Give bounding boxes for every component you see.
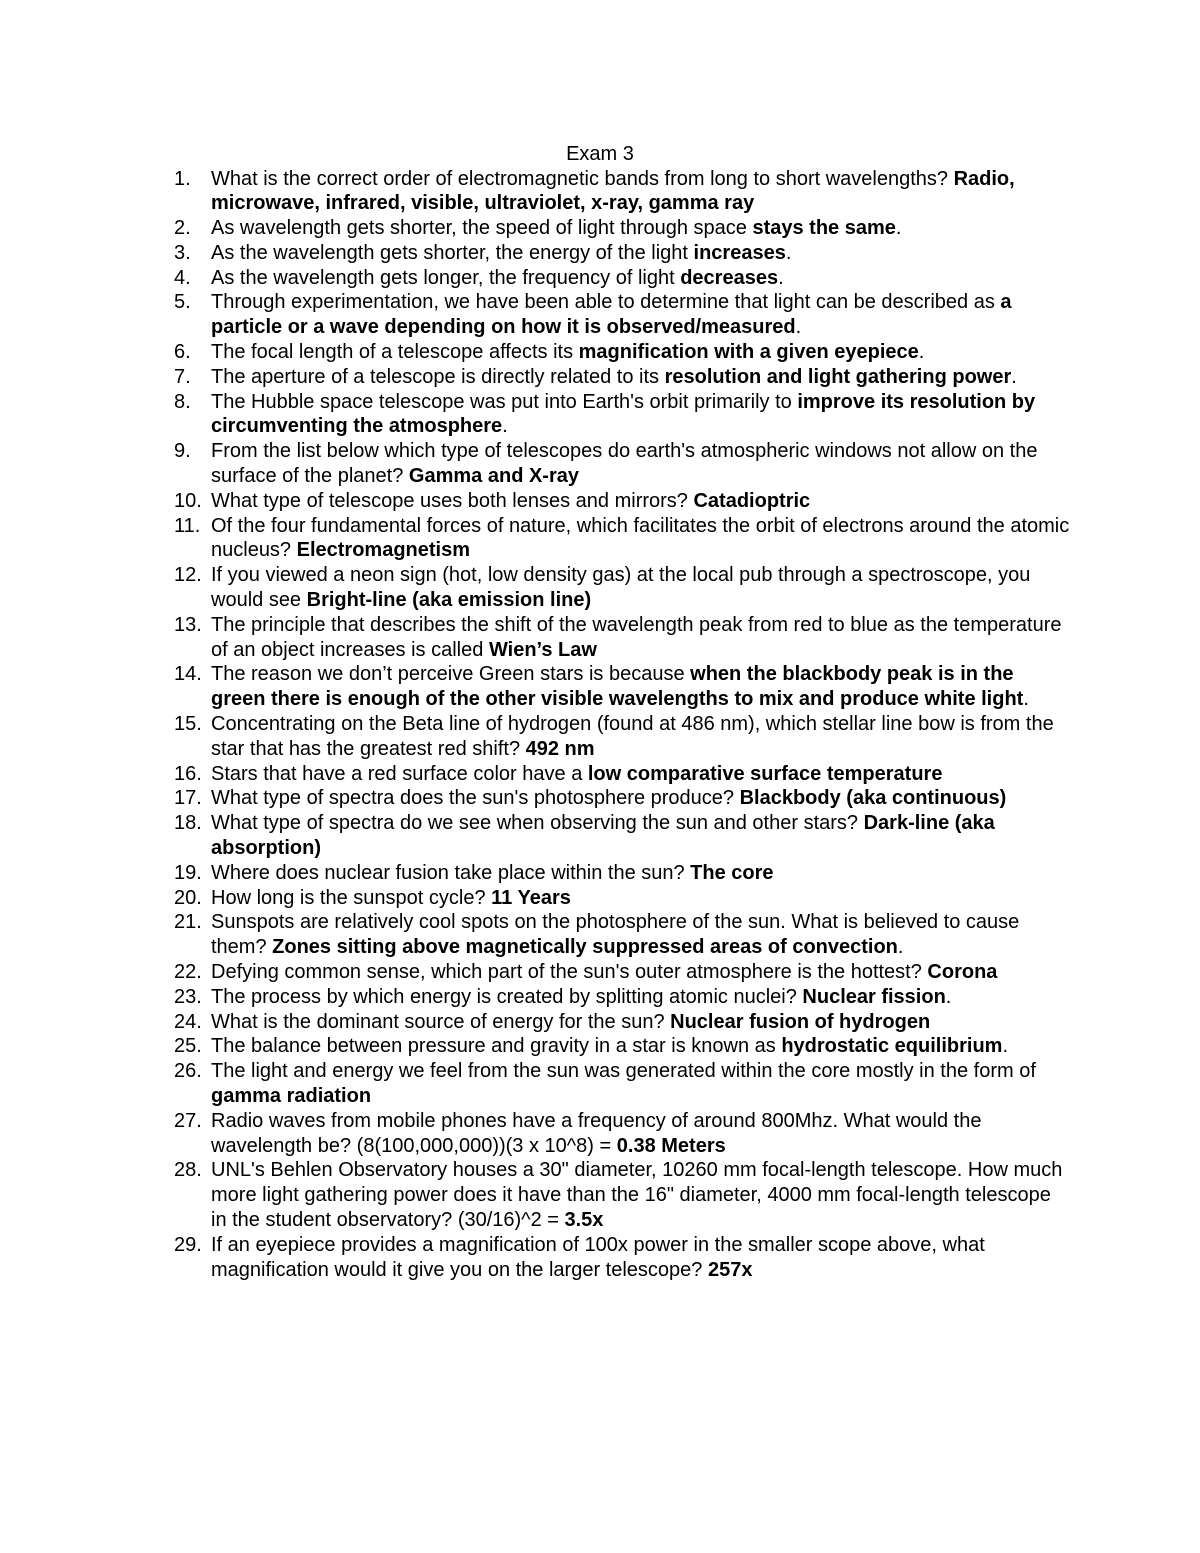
question-item xyxy=(0,786,1071,811)
question-item xyxy=(0,563,1071,613)
question-text: Radio waves from mobile phones have a frequency of around 800Mhz. What would the wavelength be? (8(100,000,000))(3 x 10^8) = xyxy=(211,1109,982,1157)
question-text: As wavelength gets shorter, the speed of light through space xyxy=(211,217,753,240)
answer-text: stays the same xyxy=(752,217,896,240)
question-item xyxy=(0,290,1071,340)
answer-suffix: . xyxy=(945,985,952,1008)
question-item xyxy=(0,167,1071,217)
answer-text: Catadioptric xyxy=(693,489,811,512)
question-item xyxy=(0,514,1071,564)
question-number: 9. xyxy=(174,440,191,463)
question-item xyxy=(0,1109,1071,1159)
question-text: If you viewed a neon sign (hot, low density gas) at the local pub through a spectroscope, you would see xyxy=(211,564,1031,612)
question-number: 15. xyxy=(174,713,202,736)
page-title: Exam 3 xyxy=(566,143,634,165)
question-text: What type of spectra does the sun's photosphere produce? xyxy=(211,787,740,810)
question-number: 25. xyxy=(174,1035,202,1058)
question-item xyxy=(0,489,1071,514)
answer-suffix: . xyxy=(795,316,802,339)
question-text: Sunspots are relatively cool spots on the photosphere of the sun. What is believed to cause them? xyxy=(211,911,1020,959)
answer-text: 11 Years xyxy=(491,886,571,909)
question-number: 12. xyxy=(174,564,202,587)
question-number: 22. xyxy=(174,961,202,983)
question-text: What type of telescope uses both lenses and mirrors? xyxy=(211,489,694,512)
question-text: The light and energy we feel from the sun was generated within the core mostly in the form of xyxy=(211,1060,1036,1083)
answer-text: gamma radiation xyxy=(211,1084,372,1107)
question-text: The reason we don’t perceive Green stars is because xyxy=(211,663,691,686)
question-text: The focal length of a telescope affects its xyxy=(211,341,579,364)
question-item xyxy=(0,1010,1071,1035)
question-number: 14. xyxy=(174,663,202,686)
answer-text: The core xyxy=(690,861,774,884)
question-number: 6. xyxy=(174,341,191,364)
question-item xyxy=(0,340,1071,365)
question-item xyxy=(0,985,1071,1010)
answer-text: when the blackbody peak is in the green there is enough of the other visible wavelengths to mix and produce white light xyxy=(211,663,1024,711)
answer-suffix: . xyxy=(1002,1035,1009,1058)
question-number: 19. xyxy=(174,861,202,884)
question-text: Defying common sense, which part of the sun's outer atmosphere is the hottest? xyxy=(211,961,928,983)
question-item xyxy=(0,662,1071,712)
answer-text: Nuclear fission xyxy=(802,985,946,1008)
question-number: 16. xyxy=(174,762,202,785)
question-text: Through experimentation, we have been able to determine that light can be described as xyxy=(211,291,1001,314)
question-item xyxy=(0,439,1071,489)
answer-text: Radio, microwave, infrared, visible, ultraviolet, x-ray, gamma ray xyxy=(211,167,1015,215)
question-number: 21. xyxy=(174,911,202,934)
question-number: 5. xyxy=(174,291,191,314)
question-text: Of the four fundamental forces of nature, which facilitates the orbit of electrons around the atomic nucleus? xyxy=(211,514,1070,562)
answer-suffix: . xyxy=(778,266,784,289)
answer-text: low comparative surface temperature xyxy=(587,762,943,785)
question-item xyxy=(0,712,1071,762)
question-text: Concentrating on the Beta line of hydrogen (found at 486 nm), which stellar line bow is from the star that has the greatest red shift? xyxy=(211,713,1054,760)
question-text: The Hubble space telescope was put into Earth's orbit primarily to xyxy=(211,390,798,413)
answer-text: magnification with a given eyepiece xyxy=(578,341,919,364)
answer-text: Corona xyxy=(927,961,998,983)
question-text: UNL's Behlen Observatory houses a 30" diameter, 10260 mm focal-length telescope. How much more light gathering power does it have than the 16" diameter, 4000 mm focal-length telescope in the student observatory? (30/16)^2 = xyxy=(211,1159,1063,1231)
question-item xyxy=(0,216,1071,241)
question-number: 28. xyxy=(174,1159,202,1182)
question-item xyxy=(0,910,1071,960)
question-number: 1. xyxy=(174,167,191,190)
answer-text: resolution and light gathering power xyxy=(664,365,1012,388)
answer-suffix: . xyxy=(1011,365,1017,388)
answer-text: Blackbody (aka continuous) xyxy=(739,787,1007,810)
question-text: What is the dominant source of energy for the sun? xyxy=(211,1010,671,1033)
question-number: 27. xyxy=(174,1109,202,1132)
question-number: 11. xyxy=(174,514,201,537)
answer-suffix: . xyxy=(897,936,904,959)
question-number: 20. xyxy=(174,886,202,909)
question-number: 29. xyxy=(174,1233,202,1256)
answer-text: 0.38 Meters xyxy=(616,1134,726,1157)
answer-suffix: . xyxy=(918,341,925,364)
question-text: Stars that have a red surface color have a xyxy=(211,762,588,785)
question-text: The principle that describes the shift of the wavelength peak from red to blue as the temperature of an object increases is called xyxy=(211,613,1062,661)
question-number: 2. xyxy=(174,217,191,240)
answer-text: Zones sitting above magnetically suppressed areas of convection xyxy=(272,936,898,959)
question-item xyxy=(0,1233,1071,1283)
question-text: How long is the sunspot cycle? xyxy=(211,886,492,909)
question-item xyxy=(0,861,1071,886)
question-number: 26. xyxy=(174,1060,202,1083)
question-number: 7. xyxy=(174,365,191,388)
question-item xyxy=(0,762,1071,787)
question-number: 13. xyxy=(174,613,202,636)
question-list xyxy=(0,167,1200,1283)
question-item xyxy=(0,1158,1071,1232)
question-item xyxy=(0,1059,1071,1109)
question-number: 23. xyxy=(174,985,202,1008)
question-text: The aperture of a telescope is directly related to its xyxy=(211,365,665,388)
answer-suffix: . xyxy=(895,217,902,240)
question-item xyxy=(0,365,1071,390)
question-item xyxy=(0,390,1071,440)
question-number: 18. xyxy=(174,812,202,835)
question-text: If an eyepiece provides a magnification of 100x power in the smaller scope above, what magnification would it give you on the larger telescope? xyxy=(211,1233,985,1281)
question-number: 3. xyxy=(174,241,191,264)
answer-text: Electromagnetism xyxy=(296,539,471,562)
answer-text: Dark-line (aka absorption) xyxy=(211,812,995,860)
question-item xyxy=(0,613,1071,663)
question-number: 17. xyxy=(174,787,202,810)
answer-text: Nuclear fusion of hydrogen xyxy=(670,1010,931,1033)
answer-text: hydrostatic equilibrium xyxy=(781,1035,1003,1058)
question-text: The process by which energy is created by splitting atomic nuclei? xyxy=(211,985,803,1008)
question-number: 4. xyxy=(174,266,191,289)
answer-text: improve its resolution by circumventing the atmosphere xyxy=(211,390,1036,438)
answer-text: Bright-line (aka emission line) xyxy=(306,589,592,612)
question-item xyxy=(0,811,1071,861)
question-text: The balance between pressure and gravity in a star is known as xyxy=(211,1035,782,1058)
answer-text: 257x xyxy=(707,1258,753,1281)
answer-text: 3.5x xyxy=(564,1208,604,1231)
answer-text: 492 nm xyxy=(525,737,595,760)
question-item xyxy=(0,886,1071,911)
answer-suffix: . xyxy=(785,241,792,264)
question-number: 24. xyxy=(174,1010,202,1033)
question-text: What type of spectra do we see when observing the sun and other stars? xyxy=(211,812,864,835)
answer-text: a particle or a wave depending on how it is observed/measured xyxy=(211,291,1012,339)
answer-text: increases xyxy=(693,241,786,264)
question-number: 10. xyxy=(174,489,202,512)
question-item xyxy=(0,266,1071,291)
question-item xyxy=(0,1034,1071,1059)
question-number: 8. xyxy=(174,390,191,413)
question-text: As the wavelength gets longer, the frequency of light xyxy=(211,266,681,289)
question-item xyxy=(0,241,1071,266)
answer-text: Gamma and X-ray xyxy=(408,465,579,488)
question-text: What is the correct order of electromagnetic bands from long to short wavelengths? xyxy=(211,167,954,190)
answer-suffix: . xyxy=(1023,688,1029,711)
answer-suffix: . xyxy=(502,415,508,438)
question-text: Where does nuclear fusion take place within the sun? xyxy=(211,861,691,884)
question-text: From the list below which type of telescopes do earth's atmospheric windows not allow on the surface of the planet? xyxy=(211,440,1038,488)
question-text: As the wavelength gets shorter, the energy of the light xyxy=(211,241,694,264)
question-item xyxy=(0,960,1071,985)
answer-text: Wien’s Law xyxy=(488,638,597,661)
answer-text: decreases xyxy=(680,266,779,289)
